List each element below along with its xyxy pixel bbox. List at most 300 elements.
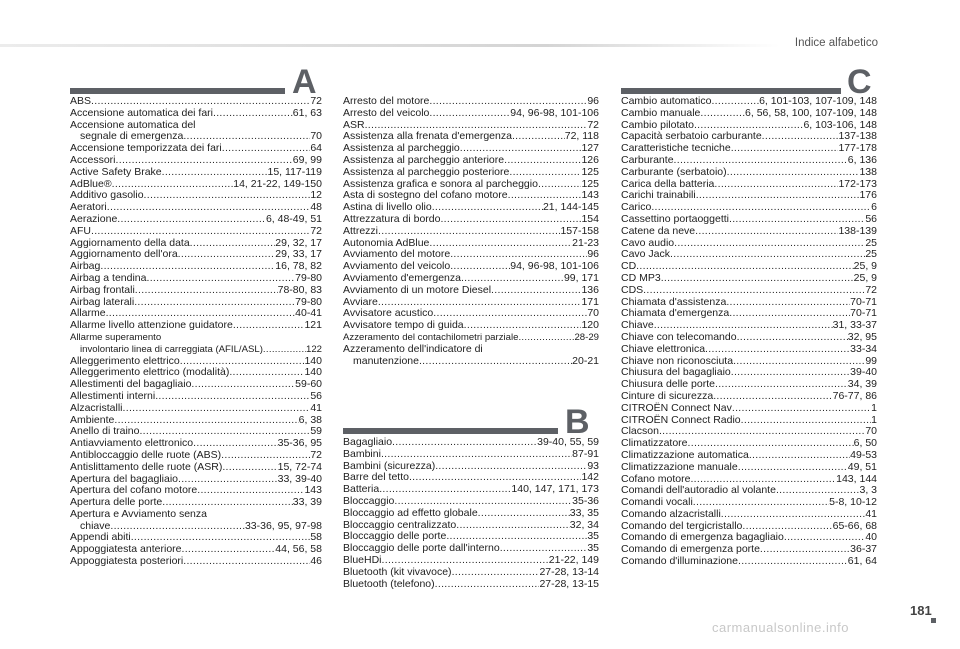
- index-entry: [343, 579, 599, 591]
- index-entry-term: Bambini (sicurezza): [343, 459, 436, 472]
- index-entry: [621, 190, 877, 202]
- leader-dots: [695, 226, 838, 238]
- index-entry-pages: 70: [587, 307, 599, 320]
- page-number: 181: [910, 603, 932, 618]
- index-entry: [343, 449, 599, 461]
- index-entry-term: Appoggiatesta anteriore: [70, 543, 182, 556]
- index-entry-pages: 121: [304, 319, 322, 332]
- index-entry-pages: 56: [310, 389, 322, 402]
- index-entry-term: Allestimenti interni: [70, 389, 156, 402]
- index-entry-term: Antislittamento delle ruote (ASR): [70, 460, 223, 473]
- index-entry-pages: 48: [310, 201, 322, 214]
- index-entry-term: involontario linea di carreggiata (AFIL/ASL): [80, 343, 263, 355]
- index-entry-term: Assistenza al parcheggio posteriore: [343, 165, 510, 178]
- index-entry-pages: 171: [581, 295, 599, 308]
- index-column-a: [70, 96, 322, 568]
- index-entry: [70, 450, 322, 462]
- leader-dots: [518, 332, 574, 344]
- index-entry-pages: 35-36, 95: [277, 437, 322, 450]
- leader-dots: [464, 320, 582, 332]
- index-entry-term: Cambio automatico: [621, 95, 712, 107]
- index-entry-pages: 33-34: [850, 342, 877, 355]
- index-entry-term: Climatizzazione manuale: [621, 460, 738, 473]
- index-entry-pages: 99, 171: [563, 271, 599, 284]
- index-entry-pages: 25, 9: [853, 271, 877, 284]
- index-entry: [621, 249, 877, 261]
- index-entry-term: Comando di emergenza porte: [621, 543, 760, 556]
- index-entry-pages: 125: [581, 177, 599, 190]
- index-entry-pages: 99: [865, 354, 877, 367]
- leader-dots: [182, 544, 276, 556]
- index-entry-term: Bloccaggio: [343, 494, 395, 507]
- index-entry-term: Cavo Jack: [621, 248, 671, 261]
- index-entry-term: Apertura del cofano motore: [70, 484, 198, 497]
- index-entry: [70, 167, 322, 179]
- index-entry-term: Comando d'illuminazione: [621, 555, 738, 568]
- index-entry: [343, 496, 599, 508]
- index-entry-term: Chiusura delle porte: [621, 378, 715, 391]
- index-entry: [621, 108, 877, 120]
- index-entry-term: Alleggerimento elettrico: [70, 354, 180, 367]
- index-entry-term: Anello di traino: [70, 425, 140, 438]
- section-divider: [343, 428, 558, 434]
- index-entry: [70, 320, 322, 332]
- index-entry-pages: 21-23: [572, 236, 599, 249]
- index-entry: [343, 285, 599, 297]
- leader-dots: [659, 426, 865, 438]
- index-entry-term: CD MP3: [621, 271, 661, 284]
- leader-dots: [674, 155, 848, 167]
- leader-dots: [392, 437, 537, 449]
- index-entry: [70, 403, 322, 415]
- index-entry-term: Airbag laterali: [70, 295, 135, 308]
- index-entry-term: Apertura delle porte: [70, 496, 163, 509]
- leader-dots: [749, 450, 850, 462]
- index-entry-term: Airbag a tendina: [70, 271, 147, 284]
- index-entry: [70, 108, 322, 120]
- index-entry-pages: 93: [587, 459, 599, 472]
- index-entry-pages: 39-40: [850, 366, 877, 379]
- index-entry-pages: 136: [581, 283, 599, 296]
- leader-dots: [762, 131, 839, 143]
- index-entry-term: Cavo audio: [621, 236, 675, 249]
- index-entry-pages: 36-37: [850, 543, 877, 556]
- leader-dots: [478, 508, 570, 520]
- index-entry: [343, 567, 599, 579]
- index-entry-term: Appoggiatesta posteriori: [70, 555, 184, 568]
- index-entry-term: Assistenza al parcheggio anteriore: [343, 153, 505, 166]
- index-entry-term: Avvisatore tempo di guida: [343, 319, 464, 332]
- leader-dots: [674, 238, 865, 250]
- leader-dots: [144, 190, 311, 202]
- index-entry: [343, 273, 599, 285]
- index-entry-pages: 96: [587, 95, 599, 107]
- index-entry-pages: 122: [305, 343, 322, 355]
- leader-dots: [737, 332, 848, 344]
- index-entry-pages: 6, 56, 58, 100, 107-109, 148: [745, 106, 877, 119]
- index-entry: [621, 415, 877, 427]
- leader-dots: [114, 415, 298, 427]
- index-entry-pages: 143: [304, 484, 322, 497]
- index-entry-pages: 27-28, 13-14: [539, 565, 599, 578]
- index-entry: [621, 273, 877, 285]
- index-entry-term: Carburante (serbatoio): [621, 165, 727, 178]
- index-entry-pages: 72: [310, 448, 322, 461]
- leader-dots: [155, 391, 310, 403]
- index-entry-pages: 176: [859, 189, 877, 202]
- index-entry-term: Chiave con telecomando: [621, 330, 737, 343]
- index-entry: [621, 214, 877, 226]
- leader-dots: [700, 108, 745, 120]
- index-entry-pages: 49-53: [850, 448, 877, 461]
- index-entry-term: Aggiornamento della data: [70, 236, 190, 249]
- index-entry-term: Bagagliaio: [343, 436, 393, 448]
- index-entry-term: Caratteristiche tecniche: [621, 142, 731, 155]
- leader-dots: [435, 461, 587, 473]
- index-entry-term: CITROËN Connect Nav: [621, 401, 732, 414]
- section-letter: B: [565, 403, 590, 441]
- index-entry-term: Avviamento del motore: [343, 248, 451, 261]
- index-entry-term: Appendi abiti: [70, 531, 131, 544]
- index-entry-pages: 72: [865, 283, 877, 296]
- index-entry-pages: 21, 144-145: [542, 201, 599, 214]
- index-entry-pages: 28-29: [574, 331, 599, 343]
- index-entry-term: Airbag: [70, 260, 101, 273]
- leader-dots: [222, 462, 277, 474]
- leader-dots: [197, 485, 304, 497]
- index-entry-pages: 137-138: [838, 130, 877, 143]
- index-entry: [70, 273, 322, 285]
- leader-dots: [670, 249, 865, 261]
- leader-dots: [731, 367, 850, 379]
- index-entry: [621, 332, 877, 344]
- index-entry-term: Comando di emergenza bagagliaio: [621, 531, 784, 544]
- index-entry: [70, 214, 322, 226]
- index-entry-term: Active Safety Brake: [70, 165, 162, 178]
- leader-dots: [696, 190, 860, 202]
- leader-dots: [116, 155, 293, 167]
- index-entry: [343, 332, 599, 344]
- index-entry-term: Attrezzatura di bordo: [343, 212, 441, 225]
- index-entry-term: BlueHDi: [343, 553, 382, 566]
- index-entry: [70, 285, 322, 297]
- leader-dots: [263, 344, 306, 356]
- index-entry-term: Alleggerimento elettrico (modalità): [70, 366, 230, 379]
- index-entry-pages: 70-71: [850, 307, 877, 320]
- index-entry-term: Avviamento di un motore Diesel: [343, 283, 492, 296]
- index-entry-pages: 56: [865, 212, 877, 225]
- leader-dots: [738, 556, 848, 568]
- index-entry-term: Avviare: [343, 295, 378, 308]
- leader-dots: [178, 249, 276, 261]
- leader-dots: [760, 544, 850, 556]
- index-entry-term: Azzeramento del contachilometri parziale: [343, 331, 519, 343]
- index-entry-pages: 25: [865, 248, 877, 261]
- index-entry-pages: 87-91: [572, 447, 599, 460]
- leader-dots: [727, 167, 860, 179]
- leader-dots: [191, 379, 295, 391]
- index-entry-term: Chiamata d'emergenza: [621, 307, 730, 320]
- index-entry-term: Assistenza grafica e sonora al parcheggio: [343, 177, 538, 190]
- index-entry-term: Apertura del bagagliaio: [70, 472, 178, 485]
- index-entry-pages: 64: [310, 142, 322, 155]
- index-entry-term: Chiave: [621, 319, 654, 332]
- leader-dots: [714, 179, 838, 191]
- index-entry-pages: 72: [587, 118, 599, 131]
- leader-dots: [452, 567, 540, 579]
- index-entry-term: Comando del tergicristallo: [621, 519, 743, 532]
- index-entry-term: Carica della batteria: [621, 177, 715, 190]
- section-divider: [621, 88, 841, 94]
- index-entry-term: Bloccaggio ad effetto globale: [343, 506, 478, 519]
- index-entry-pages: 6, 136: [847, 153, 877, 166]
- index-entry: [343, 437, 599, 449]
- index-entry-pages: 39-40, 55, 59: [537, 436, 599, 448]
- index-entry-pages: 72: [310, 95, 322, 107]
- leader-dots: [190, 238, 276, 250]
- index-entry-pages: 41: [310, 401, 322, 414]
- leader-dots: [741, 415, 872, 427]
- leader-dots: [146, 273, 295, 285]
- index-entry-pages: 41: [865, 507, 877, 520]
- index-entry-term: Bluetooth (kit vivavoce): [343, 565, 452, 578]
- index-entry-term: Ambiente: [70, 413, 115, 426]
- index-entry-pages: 33, 35: [569, 506, 599, 519]
- index-entry-pages: 3, 3: [859, 484, 877, 497]
- index-entry-pages: 6, 48-49, 51: [265, 212, 322, 225]
- index-entry-term: Bloccaggio centralizzato: [343, 518, 457, 531]
- index-entry-term: Antibloccaggio delle ruote (ABS): [70, 448, 222, 461]
- index-entry-term: Aerazione: [70, 212, 118, 225]
- leader-dots: [729, 308, 850, 320]
- index-entry-pages: 172-173: [838, 177, 877, 190]
- index-column-c: [621, 96, 877, 568]
- index-entry-pages: 44, 56, 58: [275, 543, 322, 556]
- leader-dots: [732, 403, 871, 415]
- leader-dots: [229, 367, 304, 379]
- index-entry-pages: 29, 32, 17: [275, 236, 322, 249]
- index-entry-pages: 142: [581, 471, 599, 484]
- index-entry: [343, 508, 599, 520]
- index-entry-term: Chiusura del bagagliaio: [621, 366, 731, 379]
- index-entry-pages: 1: [871, 401, 877, 414]
- index-entry: [621, 285, 877, 297]
- index-entry-term: ASR: [343, 118, 365, 131]
- index-entry-term: Arresto del veicolo: [343, 106, 430, 119]
- index-entry-term: Avviamento del veicolo: [343, 260, 451, 273]
- index-entry-term: Avviamento d'emergenza: [343, 271, 461, 284]
- index-entry-pages: 40-41: [295, 307, 322, 320]
- index-entry-pages: 35-36: [572, 494, 599, 507]
- index-entry-pages: 78-80, 83: [277, 283, 322, 296]
- leader-dots: [733, 356, 865, 368]
- index-entry: [70, 556, 322, 568]
- index-entry-term: Barre del tetto: [343, 471, 409, 484]
- index-entry-term: Chiave elettronica: [621, 342, 706, 355]
- leader-dots: [429, 238, 572, 250]
- index-entry-pages: 6: [871, 201, 877, 214]
- index-entry-term: Comando alzacristalli: [621, 507, 721, 520]
- index-entry-pages: 15, 117-119: [267, 165, 322, 178]
- index-entry-term: Asta di sostegno del cofano motore: [343, 189, 508, 202]
- index-entry-pages: 32, 34: [569, 518, 599, 531]
- section-letter: A: [292, 63, 317, 101]
- leader-dots: [538, 179, 582, 191]
- index-entry-term: Comandi dell'autoradio al volante: [621, 484, 776, 497]
- index-entry-pages: 94, 96-98, 101-106: [510, 260, 599, 273]
- index-entry-pages: 65-66, 68: [832, 519, 877, 532]
- index-entry-pages: 59-60: [295, 378, 322, 391]
- index-entry-pages: 35: [587, 530, 599, 543]
- index-entry-pages: 27-28, 13-15: [539, 577, 599, 590]
- index-entry: [343, 344, 599, 356]
- leader-dots: [381, 449, 572, 461]
- index-entry-term: Clacson: [621, 425, 659, 438]
- index-entry-term: Autonomia AdBlue: [343, 236, 430, 249]
- index-entry-term: Bloccaggio delle porte: [343, 530, 447, 543]
- header-rule: [0, 44, 780, 47]
- index-entry-term: CDS: [621, 283, 644, 296]
- leader-dots: [378, 226, 560, 238]
- index-entry-pages: 76-77, 86: [832, 389, 877, 402]
- index-entry-term: CD: [621, 260, 637, 273]
- index-entry-term: manutenzione: [353, 354, 419, 367]
- index-entry-pages: 126: [581, 153, 599, 166]
- index-entry: [343, 214, 599, 226]
- index-entry-term: chiave: [80, 519, 111, 532]
- index-entry: [343, 226, 599, 238]
- index-entry-term: Cassettino portaoggetti: [621, 212, 729, 225]
- index-entry: [70, 509, 322, 521]
- index-entry-term: Azzeramento dell'indicatore di: [343, 342, 483, 355]
- index-entry-pages: 138-139: [838, 224, 877, 237]
- index-entry: [343, 555, 599, 567]
- index-entry: [621, 509, 877, 521]
- leader-dots: [456, 520, 570, 532]
- index-entry-pages: 33, 39: [292, 496, 322, 509]
- index-entry-pages: 143: [581, 189, 599, 202]
- index-entry: [621, 391, 877, 403]
- index-entry-term: Climatizzatore: [621, 437, 688, 450]
- index-entry: [343, 155, 599, 167]
- leader-dots: [233, 320, 305, 332]
- index-entry: [70, 332, 322, 344]
- leader-dots: [382, 555, 549, 567]
- index-entry-term: Cambio manuale: [621, 106, 701, 119]
- index-entry-pages: 177-178: [838, 142, 877, 155]
- index-entry-pages: 40: [865, 531, 877, 544]
- index-entry-term: Accensione automatica dei fari: [70, 106, 213, 119]
- index-entry-term: Capacità serbatoio carburante: [621, 130, 762, 143]
- index-entry-pages: 143, 144: [836, 472, 877, 485]
- index-entry-pages: 61, 63: [292, 106, 322, 119]
- index-entry-term: CITROËN Connect Radio: [621, 413, 741, 426]
- index-entry-pages: 6, 103-106, 148: [803, 118, 877, 131]
- section-header: Indice alfabetico: [794, 37, 878, 49]
- index-entry: [70, 155, 322, 167]
- index-entry: [343, 108, 599, 120]
- leader-dots: [461, 273, 564, 285]
- leader-dots: [213, 108, 293, 120]
- leader-dots: [123, 403, 311, 415]
- index-entry-term: Chiamata d'assistenza: [621, 295, 727, 308]
- index-entry-pages: 35: [587, 542, 599, 555]
- index-entry-term: Arresto del motore: [343, 95, 430, 107]
- leader-dots: [419, 356, 572, 368]
- leader-dots: [512, 131, 565, 143]
- index-entry-pages: 157-158: [560, 224, 599, 237]
- index-entry-pages: 59: [310, 425, 322, 438]
- leader-dots: [135, 285, 278, 297]
- index-entry-term: Apertura e Avviamento senza: [70, 507, 207, 520]
- leader-dots: [91, 226, 310, 238]
- index-entry-pages: 46: [310, 555, 322, 568]
- index-entry-pages: 6, 50: [853, 437, 877, 450]
- index-entry-pages: 154: [581, 212, 599, 225]
- index-entry-pages: 72: [310, 224, 322, 237]
- index-entry-term: Allarme livello attenzione guidatore: [70, 319, 233, 332]
- index-entry: [343, 320, 599, 332]
- index-entry-term: Bambini: [343, 447, 381, 460]
- index-entry-pages: 6, 38: [298, 413, 322, 426]
- index-entry-pages: 49, 51: [847, 460, 877, 473]
- leader-dots: [221, 450, 310, 462]
- index-entry-pages: 32, 95: [847, 330, 877, 343]
- index-entry-pages: 120: [581, 319, 599, 332]
- index-entry: [343, 356, 599, 368]
- index-entry-term: Airbag frontali: [70, 283, 135, 296]
- index-entry-pages: 70: [310, 130, 322, 143]
- leader-dots: [721, 509, 866, 521]
- leader-dots: [643, 285, 865, 297]
- index-entry-term: Accensione automatica del: [70, 118, 196, 131]
- leader-dots: [134, 297, 295, 309]
- leader-dots: [162, 167, 268, 179]
- index-entry-pages: 5-8, 10-12: [829, 496, 877, 509]
- index-entry-term: Carico: [621, 201, 652, 214]
- index-entry-pages: 125: [581, 165, 599, 178]
- index-entry: [621, 167, 877, 179]
- index-entry-term: Catene da neve: [621, 224, 696, 237]
- leader-dots: [432, 202, 543, 214]
- index-entry-term: Allarme superamento: [70, 331, 162, 343]
- index-entry-term: Carburante: [621, 153, 674, 166]
- leader-dots: [636, 261, 853, 273]
- leader-dots: [183, 556, 310, 568]
- index-entry: [343, 167, 599, 179]
- index-entry-term: AFU: [70, 224, 91, 237]
- index-entry-term: Batteria: [343, 483, 380, 496]
- index-entry-pages: 79-80: [295, 295, 322, 308]
- index-entry-term: Accessori: [70, 153, 116, 166]
- index-entry-term: Comandi vocali: [621, 496, 693, 509]
- index-entry-term: ABS: [70, 95, 92, 107]
- index-entry-pages: 14, 21-22, 149-150: [233, 177, 322, 190]
- leader-dots: [504, 155, 581, 167]
- index-entry-pages: 29, 33, 17: [275, 248, 322, 261]
- index-entry-pages: 127: [581, 142, 599, 155]
- leader-dots: [117, 214, 266, 226]
- index-entry-term: Climatizzazione automatica: [621, 448, 749, 461]
- index-entry-pages: 70-71: [850, 295, 877, 308]
- leader-dots: [738, 462, 848, 474]
- index-entry-term: Antiavviamento elettronico: [70, 437, 194, 450]
- watermark: carmanualsonline.info: [712, 620, 849, 635]
- index-entry: [70, 190, 322, 202]
- leader-dots: [394, 496, 572, 508]
- index-entry-term: Alzacristalli: [70, 401, 123, 414]
- index-entry-term: Chiave non riconosciuta: [621, 354, 734, 367]
